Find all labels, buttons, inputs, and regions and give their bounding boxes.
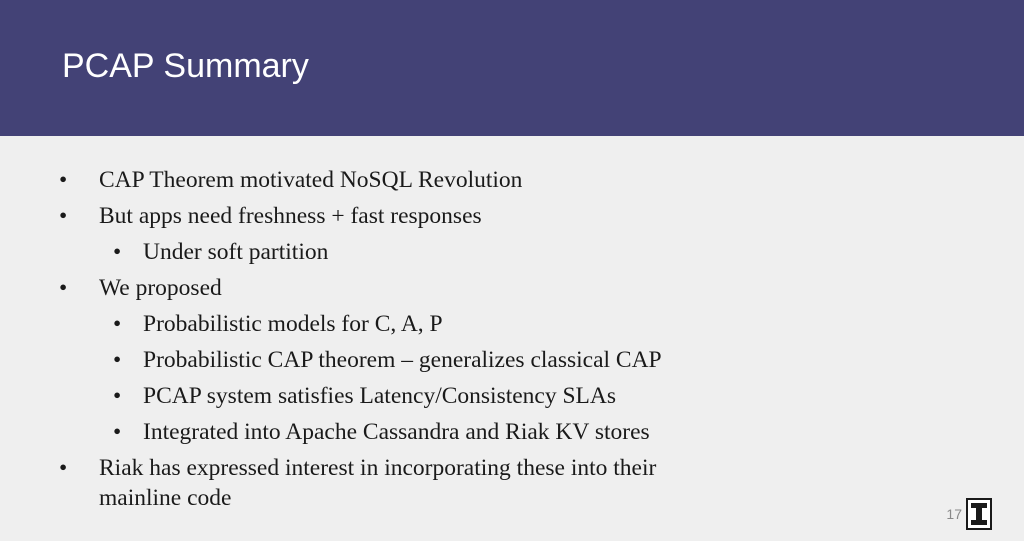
bullet-item — [59, 273, 222, 303]
bullet-marker: • — [59, 203, 68, 229]
sub-bullet-item — [113, 381, 617, 411]
sub-bullet-item — [113, 309, 443, 339]
sub-bullet-item — [113, 345, 662, 375]
bullet-marker: • — [59, 455, 68, 481]
bullet-marker: • — [113, 347, 122, 373]
bullet-text: Probabilistic CAP theorem – generalizes classical CAP — [143, 347, 662, 373]
bullet-marker: • — [113, 383, 122, 409]
bullet-text: We proposed — [99, 275, 222, 301]
page-number: 17 — [946, 506, 962, 522]
bullet-marker: • — [113, 311, 122, 337]
bullet-marker: • — [113, 239, 122, 265]
bullet-item — [59, 165, 523, 195]
bullet-text: mainline code — [99, 485, 232, 511]
sub-bullet-item — [113, 237, 329, 267]
bullet-text: CAP Theorem motivated NoSQL Revolution — [99, 167, 523, 193]
bullet-marker: • — [59, 275, 68, 301]
bullet-item — [59, 453, 657, 483]
bullet-text: Under soft partition — [143, 239, 329, 265]
bullet-text: But apps need freshness + fast responses — [99, 203, 482, 229]
bullet-item — [59, 201, 482, 231]
bullet-continuation — [99, 483, 231, 513]
bullet-text: Probabilistic models for C, A, P — [143, 311, 443, 337]
bullet-text: Riak has expressed interest in incorporating these into their — [99, 455, 657, 481]
block-i-icon — [966, 498, 992, 530]
bullet-marker: • — [59, 167, 68, 193]
slide-title: PCAP Summary — [62, 47, 309, 85]
bullet-text: Integrated into Apache Cassandra and Riak KV stores — [143, 419, 650, 445]
sub-bullet-item — [113, 417, 650, 447]
bullet-text: PCAP system satisfies Latency/Consistency SLAs — [143, 383, 617, 409]
bullet-marker: • — [113, 419, 122, 445]
